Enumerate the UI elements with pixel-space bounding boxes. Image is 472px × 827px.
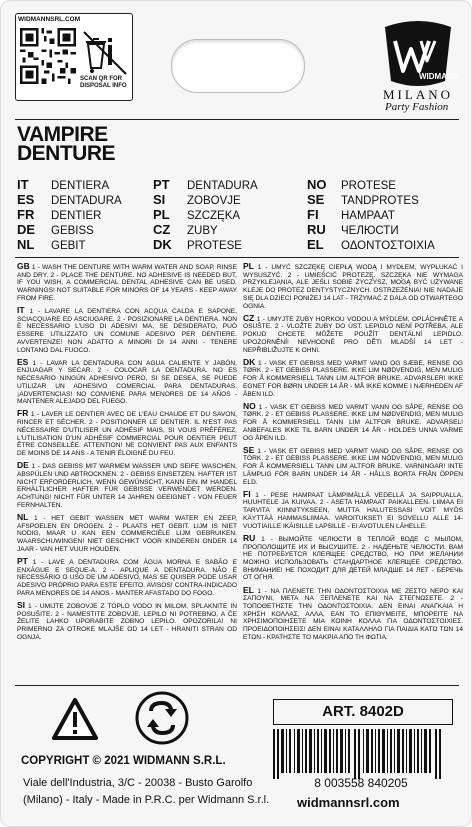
scan-qr-instructions: SCAN QR FOR DISPOSAL INFO (80, 76, 127, 89)
instruction-paragraph: NO 1 - VASK ET GEBISS MED VARMT VANN OG SÅPE, RENSE OG TØRK. 2 - ET GEBISS PLASSERE. IKKE LIM NØDVENDIG, MEN MULIG FOR Å KOMMERSIELL TANN LIM ALTFOR BRUKE. ADVARSEL! ANBEFALES IKKE TIL BARN UNDER 14 ÅR - HOLDES UNNA VARME OG ÅPEN ILD. (243, 400, 463, 442)
translation-item: DE GEBISS (17, 222, 94, 237)
instruction-paragraph: FI 1 - PESE HAMPAAT LÄMPIMÄLLÄ VEDELLÄ JA SAIPPUALLA, HUUHTELE JA KUIVAA. 2 - ASETA HAMPAAT PAIKALLEEN. LIIMAA EI TARVITA KIINNITYKSEEN, MUTTA HALUTESSASI VOIT MYÖS KÄYTTÄÄ HAMMASLIIMAA. VAROITUKSET! EI SOVELLU ALLE 14-VUOTIAILLE IKÄISILLE LAPSILLE - EI AVOTULEN LÄHELLE. (243, 488, 463, 530)
translation-item: SE TANDPROTES (307, 192, 419, 207)
translation-item: CZ ZUBY (153, 222, 218, 237)
translation-item: PL SZCZĘKA (153, 207, 241, 222)
instruction-paragraph: DE 1 - DAS GEBISS MIT WARMEM WASSER UND SEIFE WASCHEN, ABSPÜLEN UND ABTROCKNEN. 2 - GEBISS EINSETZEN. HAFTER IST NICHT ERFORDERLICH, WENN GEWÜNSCHT, KANN EIN IM HANDEL ERHÄLTLICHER HAFTER FÜR GEBISSE VERWENDET WERDEN. ACHTUNG! NICHT FÜR UNTER 14 JAHREN GEEIGNET - VON FEUER FERNHALTEN. (17, 460, 237, 509)
translation-item: FI HAMPAAT (307, 207, 395, 222)
translation-item: EL ΟΔΟΝΤΟΣΤΟΙΧΙΑ (307, 237, 435, 252)
instruction-paragraph: SE 1 - VASK ET GEBISS MED VARMT VAND OG SÅPE, RENSE OG TÖRK. 2 - ET GEBISS PLASSERE. IKKE LIM NÖDVENDIG, MEN MULIG FOR Å KOMMERSIELL TANN LIM ALTFOR BRUKE. VARNINGAR! INTE LÄMPLIG FÖR BARN UNDER 14 ÅR - HÅLLS BORTA FRÅN ÖPPEN ELD. (243, 444, 463, 486)
instruction-paragraph: DK 1 - VASK ET GEBISS MED VARMT VAND OG SÆBE, RENSE OG TØRK. 2 - ET GEBISS PLASSERE. IKKE LIM NØDVENDIG, MEN MULIG FOR Å KOMMERSIELL TANN LIM ALTFOR BRUKE. ADVARSLER! IKKE EGNET FOR BØRN UNDER 14 ÅR - MÅ IKKE KOMME I NÆRHEDEN AF ÅBEN ILD. (243, 356, 464, 398)
instruction-paragraph: SI 1 - UMIJTE ZOBOVJE Z TOPLO VODO IN MILOM, SPLAKNITE IN POSUŠITE. 2 - NAMESTITE ZOBOVJE. LEPILO NI POTREBNO, A ČE ŽELITE LAHKO UPORABITE ZOBNO LEPILO. OPOZORILA! NI PRIMERNO ZA OTROKE MLAJŠE OD 14 LET - HRANITI STRAN OD OGNJA. (17, 599, 237, 641)
instruction-paragraph: EL 1 - ΝΑ ΠΛΕΝΕΤΕ ΤΗΝ ΟΔΟΝΤΟΣΤΟΙΧΙΑ ΜΕ ΖΕΣΤΟ ΝΕΡΟ ΚΑΙ ΣΑΠΟΥΝΙ, ΜΕΤΑ ΝΑ ΞΕΠΛΕΝΕΤΕ ΚΑΙ ΝΑ ΣΤΕΓΝΩΣΕΤΕ. 2 - ΤΟΠΟΘΕΤΗΣΤΕ ΤΗΝ ΟΔΟΝΤΟΣΤΟΙΧΙΑ. ΔΕΝ ΕΙΝΑΙ ΑΝΑΓΚΑΙΑ Η ΧΡΗΣΗ ΚΟΛΛΑΣ, ΑΛΛΑ, ΕΑΝ ΤΟ ΕΠΙΘΥΜΕΙΤΕ, ΜΠΟΡΕΙΤΕ ΝΑ ΧΡΗΣΙΜΟΠΟΙΗΣΕΤΕ ΜΙΑ ΚΟΙΝΗ ΚΟΛΛΑ ΓΙΑ ΟΔΟΝΤΟΣΤΟΙΧΙΕΣ. ΠΡΟΕΙΔΟΠΟΙΗΣΕΙΣ! ΔΕΝ ΕΙΝΑΙ ΚΑΤΑΛΛΗΛΟ ΓΙΑ ΠΑΙΔΙΑ ΚΑΤΩ ΤΩΝ 14 ΕΤΩΝ - ΚΡΑΤΗΣΤΕ ΤΟ ΜΑΚΡΙΑ ΑΠΟ ΤΗ ΦΩΤΙΑ. (243, 584, 463, 641)
translations-grid (17, 179, 461, 255)
svg-text:8 003558 840205: 8 003558 840205 (314, 776, 408, 789)
disposal-info-box (15, 13, 133, 101)
barcode (263, 729, 459, 789)
instruction-paragraph: RU 1 - ВЫМОЙТЕ ЧЕЛЮСТИ В ТЕПЛОЙ ВОДЕ С МЫЛОМ, ПРОПОЛОЩИТЕ ИХ И ВЫСУШИТЕ. 2 - НАДЕНЬТЕ ЧЕЛЮСТИ. ВАМ НЕ ПОТРЕБУЕТСЯ КЛЕЯЩЕЕ СРЕДСТВО, НО ПРИ ЖЕЛАНИИ МОЖНО ИСПОЛЬЗОВАТЬ СТАНДАРТНОЕ КЛЕЯЩЕЕ СРЕДСТВО. ВНИМАНИЕ! НЕ ПОХОДИТ ДЛЯ ДЕТЕЙ МЛАДШЕ 14 ЛЕТ - БЕРЕЧЬ ОТ ОГНЯ. (243, 532, 463, 582)
instruction-paragraph: ES 1 - LAVAR LA DENTADURA CON AGUA CALIENTE Y JABÓN, ENJUAGAR Y SECAR. 2 - COLOCAR LA DENTADURA. NO ES NECESARIO NINGÚN ADHESIVO PERO, SI SE DESEA, SE PUEDE UTILIZAR UN ADHESIVO COMERCIAL PARA DENTADURAS. ¡ADVERTENCIAS! NO CONVIENE PARA MENORES DE 14 AÑOS - MANTENER ALEJADO DEL FUEGO. (17, 356, 237, 406)
instruction-paragraph: FR 1 - LAVER LE DENTIER AVEC DE L'EAU CHAUDE ET DU SAVON, RINCER ET SÉCHER. 2 - POSITIONNER LE DENTIER. IL N'EST PAS NÉCESSAIRE D'UTILISER UN ADHÉSIF MAIS, SI VOUS PRÉFÉREZ, L'UTILISATION D'UN ADHÉSIF COMMERCIAL POUR DENTIER PEUT ÊTRE CONSEILLÉE. ATTENTION! NE CONVIENT PAS AUX ENFANTS DE MOINS DE 14 ANS - A TENIR ÉLOIGNÉ DU FEU. (17, 408, 237, 457)
translation-item: RU ЧЕЛЮСТИ (307, 222, 399, 237)
instruction-paragraph: PL 1 - UMYĆ SZCZĘKĘ CIEPŁĄ WODĄ I MYDŁEM, WYPŁUKAĆ I WYSUSZYĆ. 2 - UMIEŚCIĆ PROTEZĘ. SZCZĘKA NIE WYMAGA PRZYKLEJANIA, ALE JEŚLI SOBIE ŻYCZYSZ, MOGĄ BYĆ UŻYWANE KLEJE DO PROTEZ DENTYSTYCZNYCH. OSTRZEŻENIA! NIE NADAJE SIĘ DLA DZIECI PONIŻEJ 14 LAT - TRZYMAĆ Z DALA OD OTWARTEGO OGNIA. (243, 261, 463, 310)
qr-code[interactable] (20, 28, 76, 84)
translation-item: SI ZOBOVJE (153, 192, 241, 207)
translation-item: IT DENTIERA (17, 177, 110, 192)
warning-triangle-icon (51, 697, 99, 741)
company-address: Viale dell'Industria, 3/C - 20038 - Busto Garolfo (Milano) - Italy - Made in P.R.C. per Widmann S.r.l. (23, 777, 270, 806)
site-url-label: WIDMANNSRL.COM (18, 16, 81, 23)
copyright-text: COPYRIGHT © 2021 WIDMANN S.R.L. (21, 755, 226, 767)
translation-item: ES DENTADURA (17, 192, 122, 207)
instruction-paragraph: IT 1 - LAVARE LA DENTIERA CON ACQUA CALDA E SAPONE, SCIACQUARE ED ASCIUGARE. 2 - POSIZIONARE LA DENTIERA. NON È NECESSARIO L'USO DI ADESIVI MA, SE DESIDERATO, PUÒ ESSERE UTILIZZATO UN COMUNE ADESIVO PER DENTIERE. AVVERTENZE! NON ADATTO A MINORI DI 14 ANNI - TENERE LONTANO DAL FUOCO. (17, 305, 237, 354)
top-divider (15, 119, 459, 120)
translation-item: PT DENTADURA (153, 177, 258, 192)
instruction-paragraph: NL 1 - HET GEBIT WASSEN MET WARM WATER EN ZEEP, AFSPOELEN EN DROGEN. 2 - PLAATS HET GEBIT. LIJM IS NIET NODIG, MAAR U KAN EEN COMMERCIËLE LIJM GEBRUIKEN. WAARSCHUWINGEN! NIET GESCHIKT VOOR KINDEREN ONDER 14 JAAR - VAN HET VUUR HOUDEN. (17, 511, 237, 553)
translation-item: NO PROTESE (307, 177, 396, 192)
brand-tagline: Party Fashion (385, 101, 449, 113)
instruction-paragraph: GB 1 - WASH THE DENTURE WITH WARM WATER AND SOAP, RINSE AND DRY. 2 - PLACE THE DENTURE. NO ADHESIVE IS NEEDED BUT, IF YOU WISH, A COMMERCIAL DENTAL ADHESIVE CAN BE USED. WARNINGS! NOT SUITABLE FOR MINORS OF 14 YEARS - KEEP AWAY FROM FIRE. (17, 261, 237, 302)
bottom-divider (15, 685, 459, 686)
instructions-right-column (243, 263, 463, 646)
translation-item: FR DENTIER (17, 207, 102, 222)
svg-text:WIDMANN: WIDMANN (419, 72, 459, 81)
recycle-bin-icon (82, 30, 128, 76)
product-title: VAMPIRE DENTURE (17, 123, 116, 165)
instruction-paragraph: CZ 1 - UMYJTE ZUBY HORKOU VODOU A MÝDLEM, OPLÁCHNĚTE A OSUŠTE. 2 - VLOŽTE ZUBY DO ÚST. LEPIDLO NENÍ POTŘEBA, ALE POKUD CHCETE MŮŽETE POUŽÍT DENTÁLNÍ LEPIDLO. UPOZORNĚNÍ! NEVHODNÉ PRO DĚTI MLADŠÍ 14 LET - NEPŘIBLIŽUJTE K OHNI. (243, 312, 463, 354)
website-link[interactable]: widmannsrl.com (297, 795, 400, 810)
middle-divider (15, 257, 459, 258)
translation-item: NL GEBIT (17, 237, 86, 252)
green-dot-recycle-icon (135, 691, 189, 745)
instruction-paragraph: PT 1 - LAVE A DENTADURA COM ÁGUA MORNA E SABÃO E ENXÁGUE E SEQUE-A. 2 - APLIQUE A DENTADURA. NÃO É NECESSÁRIO O USO DE UM ADESIVO, MAS SE QUISER PODE USAR ADESIVO PRÓPRIO PARA ESTE EFEITO. AVISOS! CONTRA-INDICADO PARA MENORES DE 14 ANOS - MANTER AFASTADO DO FOGO. (17, 555, 237, 597)
instructions-left-column (17, 263, 237, 646)
brand-city: MILANO (383, 87, 453, 102)
article-number: ART. 8402D (273, 699, 453, 725)
hang-hole (171, 39, 305, 93)
translation-item: DK PROTESE (153, 237, 242, 252)
